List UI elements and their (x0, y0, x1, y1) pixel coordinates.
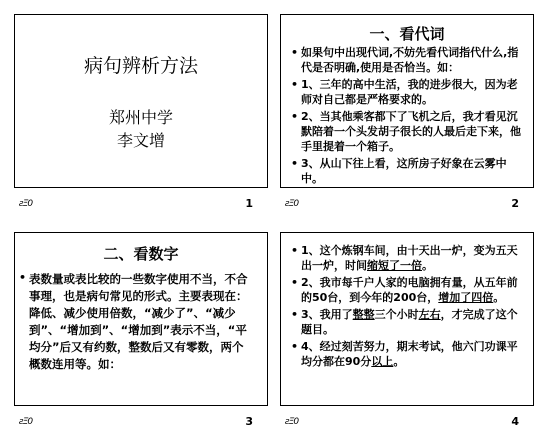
slide-2-heading: 一、看代词 (369, 25, 445, 43)
slide-2-bullet-list (291, 45, 523, 188)
slide-1-author: 李文增 (116, 131, 165, 150)
list-item: • 4、经过刻苦努力，期末考试，他六门功课平均分都在90分以上。 (291, 339, 523, 369)
slide-3-thumbnail[interactable] (14, 232, 268, 428)
slide-number: 4 (511, 415, 519, 428)
slide-4-bullet-list (291, 243, 523, 371)
bullet-icon: • (19, 271, 27, 284)
list-item: • 1、这个炼钢车间，由十天出一炉，变为五天出一炉，时间缩短了一倍。 (291, 243, 523, 273)
slide-logo-icon: ƨΞ0 (19, 199, 33, 209)
slide-number: 3 (245, 415, 253, 428)
slide-1-thumbnail[interactable] (14, 14, 268, 210)
slide-3-body (19, 271, 255, 373)
list-item: • 如果句中出现代词,不妨先看代词指代什么,指代是否明确,使用是否恰当。如： (291, 45, 523, 75)
slide-2-thumbnail[interactable] (280, 14, 534, 210)
list-item: • 2、我市每千户人家的电脑拥有量，从五年前的50台，到今年的200台，增加了四倍。 (291, 275, 523, 305)
slide-number: 1 (245, 197, 253, 210)
list-item: • 1、三年的高中生活，我的进步很大，因为老师对自己都是严格要求的。 (291, 77, 523, 107)
slide-3-heading: 二、看数字 (103, 245, 179, 263)
slide-logo-icon: ƨΞ0 (285, 417, 299, 427)
slide-logo-icon: ƨΞ0 (19, 417, 33, 427)
list-item: • 3、我用了整整三个小时左右，才完成了这个题目。 (291, 307, 523, 337)
slide-4-thumbnail[interactable] (280, 232, 534, 428)
list-item: • 2、当其他乘客都下了飞机之后，我才看见沉默陪着一个头发胡子很长的人最后走下来，他手里提着一个箱子。 (291, 109, 523, 154)
slide-1-title: 病句辨析方法 (83, 55, 198, 77)
slide-number: 2 (511, 197, 519, 210)
slide-logo-icon: ƨΞ0 (285, 199, 299, 209)
slide-3-body-text: 表数量或表比较的一些数字使用不当，不合事理，也是病句常见的形式。主要表现在：降低、减少使用倍数，“减少了”、“减少到”、“增加到”、“增加到”表示不当，“平均分”后又有约数，整数后又有零数，两个概数连用等。如： (29, 272, 248, 371)
list-item: • 3、从山下往上看，这所房子好象在云雾中中。 (291, 156, 523, 186)
slide-1-school: 郑州中学 (108, 108, 173, 127)
